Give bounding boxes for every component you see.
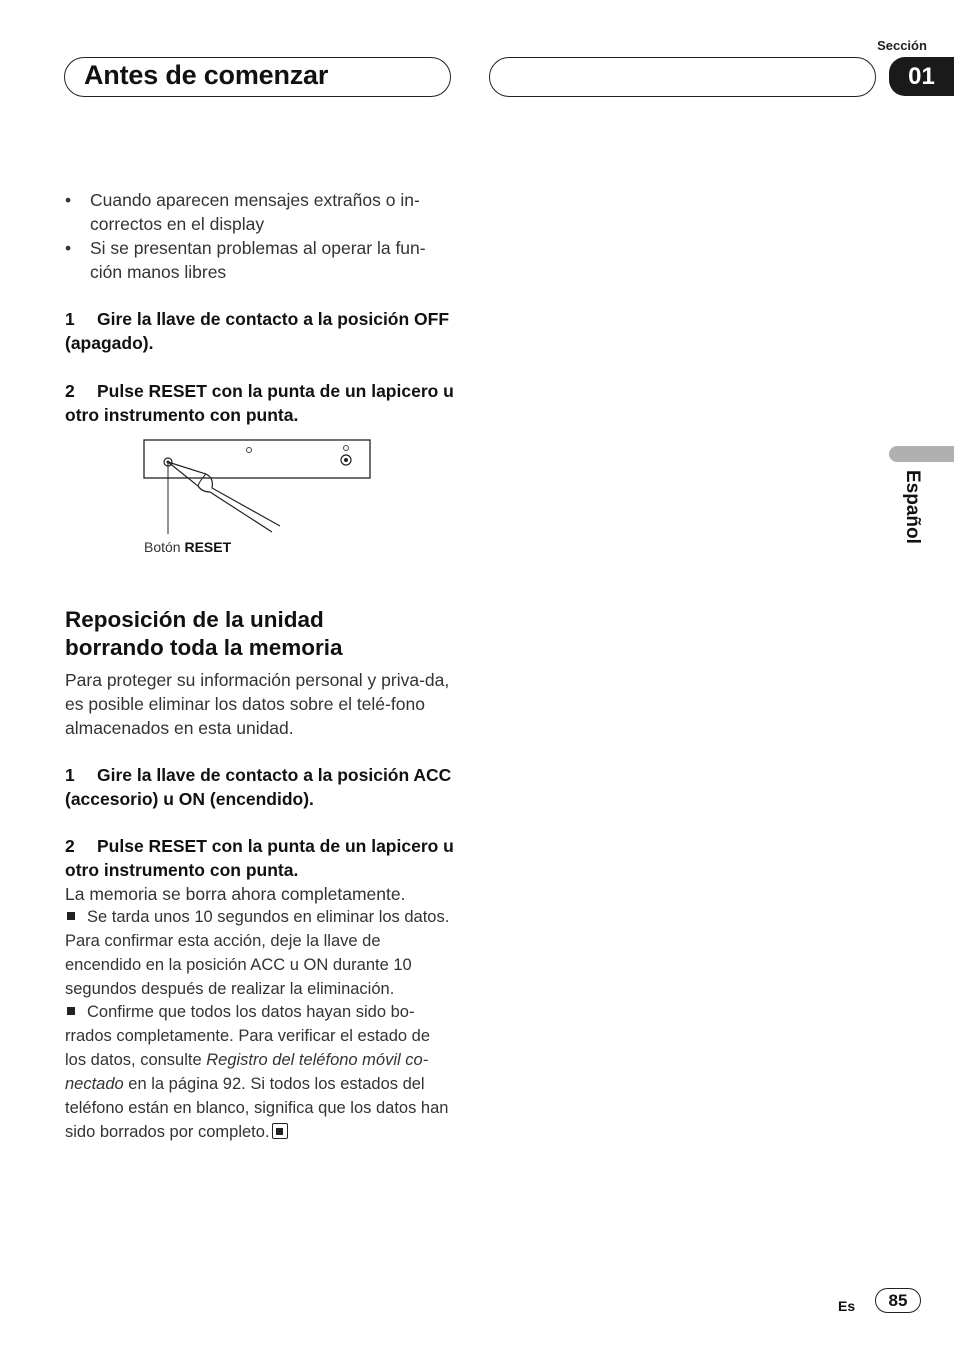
memory-intro: Para proteger su información personal y priva-da, es posible eliminar los datos sobre el telé-fono almacenados en esta unidad.: [65, 670, 450, 738]
reset-step-2: 2 Pulse RESET con la punta de un lapicero u otro instrumento con punta.: [65, 381, 454, 425]
reset-step-1: 1 Gire la llave de contacto a la posición OFF (apagado).: [65, 309, 450, 353]
memory-result: La memoria se borra ahora completamente.: [65, 884, 406, 904]
note-square-icon: [67, 1007, 75, 1015]
page-number: 85: [875, 1288, 921, 1313]
language-tab-label: Español: [902, 470, 923, 544]
condition-list: [65, 188, 455, 284]
language-tab-marker: [889, 446, 954, 462]
list-item: • Cuando aparecen mensajes extraños o in-correctos en el display: [65, 188, 455, 236]
note-2: Confirme que todos los datos hayan sido bo-rrados completamente. Para verificar el estado de los datos, consulte Registro del teléfono móvil co-nectado en la página 92. Si todos los estados del teléfono están en blanco, significa que los datos han sido borrados por completo.: [65, 1003, 449, 1141]
section-number-tab: 01: [889, 57, 954, 96]
list-item: • Si se presentan problemas al operar la fun-ción manos libres: [65, 236, 455, 284]
page-title: Antes de comenzar: [84, 60, 329, 90]
note-square-icon: [67, 912, 75, 920]
section-heading: Reposición de la unidad borrando toda la memoria: [65, 607, 343, 660]
memory-step-2: 2 Pulse RESET con la punta de un lapicero u otro instrumento con punta.: [65, 836, 454, 880]
reset-button-illustration: [140, 436, 380, 536]
memory-step-1: 1 Gire la llave de contacto a la posición ACC (accesorio) u ON (encendido).: [65, 765, 452, 809]
figure-caption: Botón RESET: [144, 539, 232, 555]
footer-language-code: Es: [838, 1298, 856, 1314]
note-1: Se tarda unos 10 segundos en eliminar los datos. Para confirmar esta acción, deje la llave de encendido en la posición ACC u ON durante 10 segundos después de realizar la eliminación.: [65, 908, 450, 998]
header-blank-box: [489, 57, 876, 97]
end-of-section-icon: [272, 1123, 288, 1139]
section-label: Sección: [877, 38, 927, 53]
